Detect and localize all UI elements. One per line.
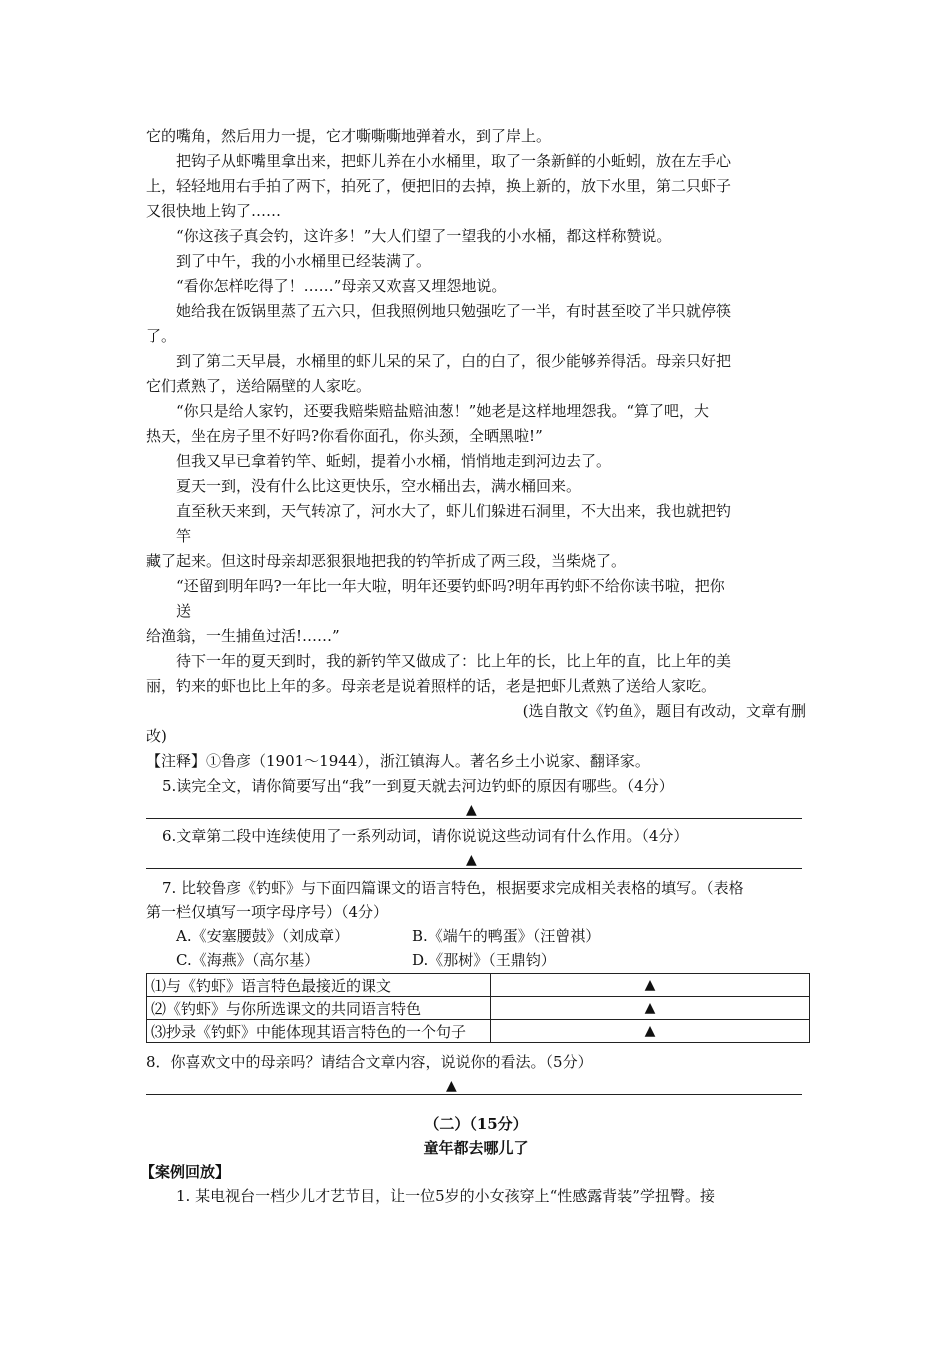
option-c: C.《海燕》（高尔基）	[176, 951, 320, 969]
section-heading: （二）（15分）	[424, 1115, 528, 1133]
question-7: 7. 比较鲁彦《钓虾》与下面四篇课文的语言特色，根据要求完成相关表格的填写。（表格	[162, 879, 744, 897]
section-title: 童年都去哪儿了	[423, 1139, 529, 1157]
passage-line: 它们煮熟了，送给隔壁的人家吃。	[146, 377, 372, 395]
table-question: ⑵《钓虾》与你所选课文的共同语言特色	[147, 997, 491, 1020]
passage-line: “你这孩子真会钓，这许多！”大人们望了一望我的小水桶，都这样称赞说。	[176, 227, 672, 245]
passage-line: “还留到明年吗?一年比一年大啦，明年还要钓虾吗?明年再钓虾不给你读书啦，把你	[176, 577, 725, 595]
answer-line-8[interactable]	[146, 1094, 802, 1095]
passage-line: 直至秋天来到，天气转凉了，河水大了，虾儿们躲进石洞里，不大出来，我也就把钓	[176, 502, 732, 520]
question-5: 5.读完全文，请你简要写出“我”一到夏天就去河边钓虾的原因有哪些。（4分）	[162, 777, 674, 795]
passage-source: (选自散文《钓鱼》，题目有改动，文章有删	[522, 702, 806, 720]
table-question: ⑶抄录《钓虾》中能体现其语言特色的一个句子	[147, 1020, 491, 1043]
answer-marker: ▲	[466, 852, 477, 868]
answer-table	[146, 973, 810, 1043]
passage-line: 到了中午，我的小水桶里已经装满了。	[176, 252, 432, 270]
answer-marker: ▲	[466, 802, 477, 818]
option-a: A.《安塞腰鼓》（刘成章）	[176, 927, 350, 945]
passage-line: 但我又早已拿着钓竿、蚯蚓，提着小水桶，悄悄地走到河边去了。	[176, 452, 612, 470]
passage-line: 待下一年的夏天到时，我的新钓竿又做成了：比上年的长，比上年的直，比上年的美	[176, 652, 732, 670]
table-question: ⑴与《钓虾》语言特色最接近的课文	[147, 974, 491, 997]
passage-line: 又很快地上钩了……	[146, 202, 282, 220]
passage-line: 夏天一到，没有什么比这更快乐，空水桶出去，满水桶回来。	[176, 477, 582, 495]
answer-line-5[interactable]	[146, 818, 802, 819]
passage-line: 热天，坐在房子里不好吗?你看你面孔，你头颈，全晒黑啦!”	[146, 427, 543, 445]
annotation-note: 【注释】①鲁彦（1901～1944），浙江镇海人。著名乡土小说家、翻译家。	[146, 752, 650, 770]
passage-line: 了。	[146, 327, 177, 345]
passage-line: 丽，钓来的虾也比上年的多。母亲老是说着照样的话，老是把虾儿煮熟了送给人家吃。	[146, 677, 717, 695]
table-answer-cell[interactable]: ▲	[491, 1020, 810, 1043]
passage-line: 给渔翁，一生捕鱼过活!……”	[146, 627, 340, 645]
passage-line: “你只是给人家钓，还要我赔柴赔盐赔油葱！”她老是这样地埋怨我。“算了吧，大	[176, 402, 710, 420]
passage-line: 上，轻轻地用右手拍了两下，拍死了，便把旧的去掉，换上新的，放下水里，第二只虾子	[146, 177, 732, 195]
passage-line: 藏了起来。但这时母亲却恶狠狠地把我的钓竿折成了两三段，当柴烧了。	[146, 552, 627, 570]
passage-line: 到了第二天早晨，水桶里的虾儿呆的呆了，白的白了，很少能够养得活。母亲只好把	[176, 352, 732, 370]
option-b: B.《端午的鸭蛋》（汪曾祺）	[412, 927, 601, 945]
case-line: 1. 某电视台一档少儿才艺节目，让一位5岁的小女孩穿上“性感露背装”学扭臀。接	[176, 1187, 715, 1205]
passage-line: 她给我在饭锅里蒸了五六只，但我照例地只勉强吃了一半，有时甚至咬了半只就停筷	[176, 302, 732, 320]
passage-line: 把钩子从虾嘴里拿出来，把虾儿养在小水桶里，取了一条新鲜的小蚯蚓，放在左手心	[176, 152, 732, 170]
table-answer-cell[interactable]: ▲	[491, 997, 810, 1020]
passage-source-end: 改)	[146, 727, 167, 745]
passage-line: “看你怎样吃得了！……”母亲又欢喜又埋怨地说。	[176, 277, 507, 295]
passage-line: 它的嘴角，然后用力一提，它才嘶嘶嘶地弹着水，到了岸上。	[146, 127, 552, 145]
answer-marker: ▲	[446, 1078, 457, 1094]
table-answer-cell[interactable]: ▲	[491, 974, 810, 997]
option-d: D.《那树》（王鼎钧）	[412, 951, 556, 969]
table-row	[147, 974, 810, 997]
table-row	[147, 997, 810, 1020]
answer-line-6[interactable]	[146, 868, 802, 869]
question-6: 6.文章第二段中连续使用了一系列动词，请你说说这些动词有什么作用。（4分）	[162, 827, 689, 845]
passage-line: 送	[176, 602, 192, 620]
question-7-cont: 第一栏仅填写一项字母序号）（4分）	[146, 903, 389, 921]
passage-line: 竿	[176, 527, 192, 545]
table-row	[147, 1020, 810, 1043]
question-8: 8．你喜欢文中的母亲吗？请结合文章内容，说说你的看法。（5分）	[146, 1053, 593, 1071]
case-label: 【案例回放】	[140, 1163, 231, 1181]
